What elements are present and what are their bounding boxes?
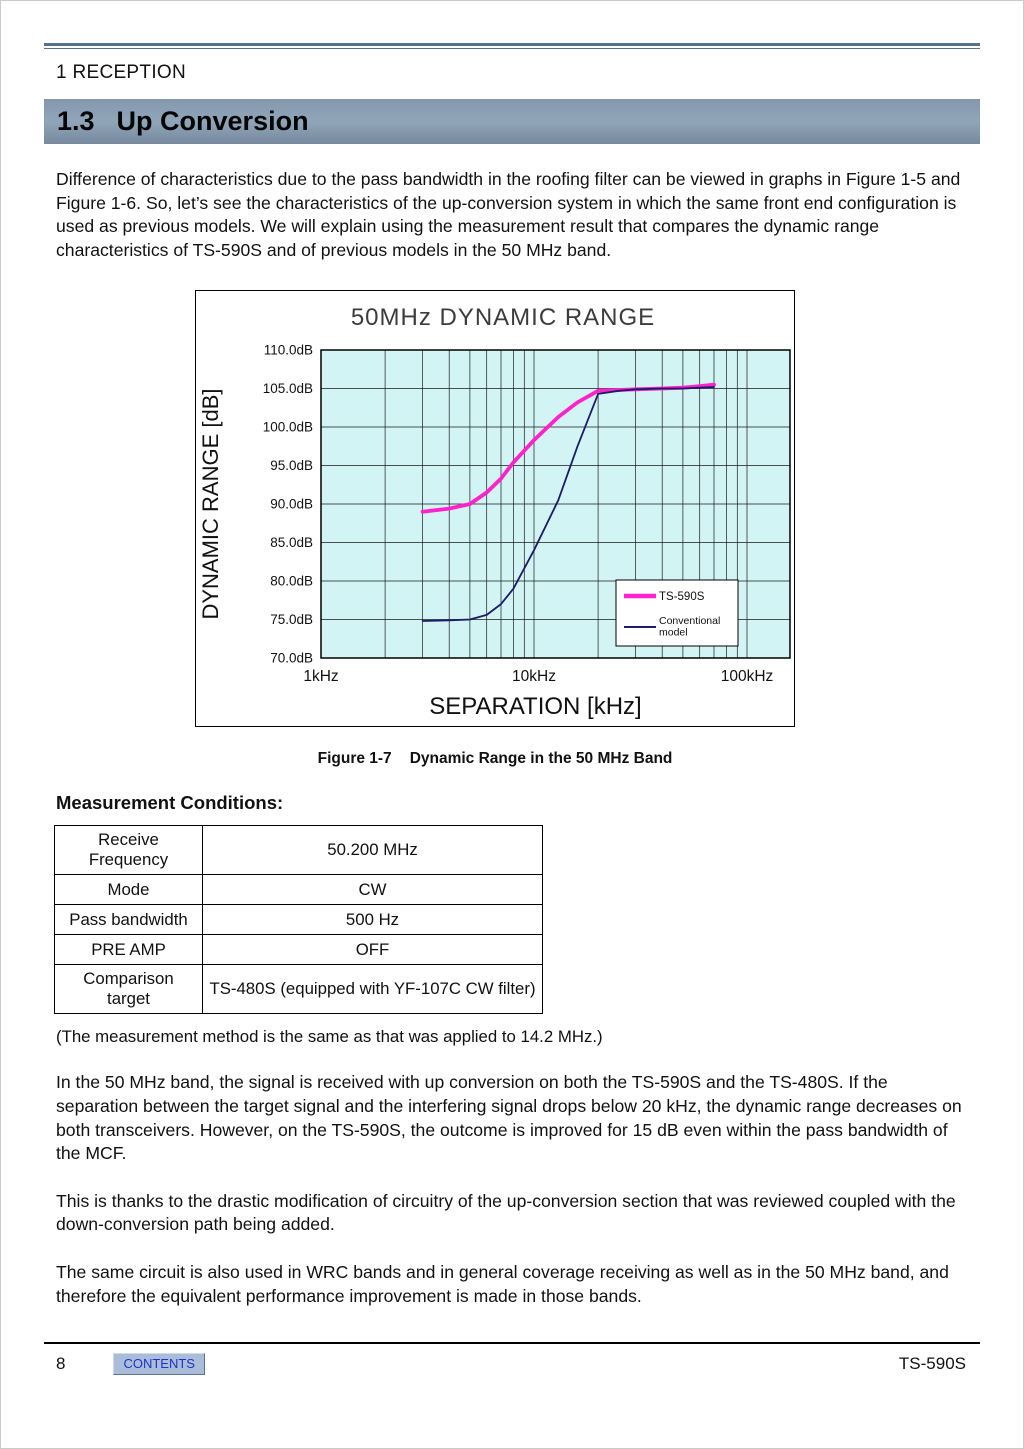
condition-label-cell: Mode xyxy=(55,875,203,905)
condition-value-cell: 500 Hz xyxy=(203,905,543,935)
measurement-conditions-heading: Measurement Conditions: xyxy=(56,792,284,814)
figure-caption-text: Dynamic Range in the 50 MHz Band xyxy=(409,750,673,768)
condition-value-cell: TS-480S (equipped with YF-107C CW filter) xyxy=(203,965,543,1014)
model-label: TS-590S xyxy=(898,1354,966,1373)
figure-caption-label: Figure 1-7 xyxy=(317,750,392,768)
svg-text:95.0dB: 95.0dB xyxy=(270,458,313,474)
svg-text:50MHz DYNAMIC RANGE: 50MHz DYNAMIC RANGE xyxy=(350,304,656,332)
svg-text:80.0dB: 80.0dB xyxy=(270,573,313,589)
svg-text:110.0dB: 110.0dB xyxy=(263,342,313,358)
svg-text:70.0dB: 70.0dB xyxy=(270,650,313,666)
svg-text:SEPARATION [kHz]: SEPARATION [kHz] xyxy=(429,693,642,721)
condition-label-cell: Comparison target xyxy=(55,965,203,1014)
svg-text:105.0dB: 105.0dB xyxy=(262,381,313,397)
svg-text:75.0dB: 75.0dB xyxy=(270,612,313,628)
svg-text:model: model xyxy=(659,626,688,639)
header-rule xyxy=(44,43,980,49)
body-paragraph: In the 50 MHz band, the signal is received with up conversion on both the TS-590S and the TS-480S. If the separation between the target signal and the interfering signal drops below 20 kHz, the dynamic range decreases on both transceivers. However, on the TS-590S, the outcome is improved for 15 dB even within the pass bandwidth of the MCF. xyxy=(56,1072,962,1164)
svg-text:TS-590S: TS-590S xyxy=(659,591,705,604)
body-paragraph: The same circuit is also used in WRC bands and in general coverage receiving as well as in the 50 MHz band, and therefore the equivalent performance improvement is made in those bands. xyxy=(56,1261,949,1306)
page-footer xyxy=(44,1342,980,1375)
condition-label-cell: Receive Frequency xyxy=(55,826,203,875)
svg-text:100.0dB: 100.0dB xyxy=(262,419,313,435)
svg-text:100kHz: 100kHz xyxy=(720,668,774,686)
chapter-header: 1 RECEPTION xyxy=(56,62,186,83)
table-row xyxy=(55,935,543,965)
body-paragraph: This is thanks to the drastic modification of circuitry of the up-conversion section that was reviewed coupled with the down-conversion path being added. xyxy=(56,1190,956,1235)
svg-text:Conventional: Conventional xyxy=(659,615,721,628)
figure-1-7-chart xyxy=(195,290,795,727)
table-row xyxy=(55,905,543,935)
page-number: 8 xyxy=(56,1354,66,1373)
section-banner xyxy=(44,99,980,144)
svg-text:85.0dB: 85.0dB xyxy=(270,535,313,551)
contents-button[interactable]: CONTENTS xyxy=(113,1353,205,1375)
condition-label-cell: PRE AMP xyxy=(55,935,203,965)
svg-text:DYNAMIC RANGE [dB]: DYNAMIC RANGE [dB] xyxy=(198,388,223,620)
measurement-conditions-table xyxy=(54,825,543,1014)
condition-label-cell: Pass bandwidth xyxy=(55,905,203,935)
svg-text:1kHz: 1kHz xyxy=(303,668,339,686)
intro-paragraph: Difference of characteristics due to the pass bandwidth in the roofing filter can be viewed in graphs in Figure 1-5 and Figure 1-6. So, let’s see the characteristics of the up-conversion system in which the same front end configuration is used as previous models. We will explain using the measurement result that compares the dynamic range characteristics of TS-590S and of previous models in the 50 MHz band. xyxy=(56,169,961,260)
table-row xyxy=(55,826,543,875)
table-row xyxy=(55,965,543,1014)
table-row xyxy=(55,875,543,905)
svg-text:90.0dB: 90.0dB xyxy=(270,496,313,512)
figure-caption xyxy=(195,750,795,768)
measurement-note: (The measurement method is the same as that was applied to 14.2 MHz.) xyxy=(56,1027,603,1047)
section-title: Up Conversion xyxy=(116,106,309,136)
section-number: 1.3 xyxy=(57,106,95,136)
condition-value-cell: 50.200 MHz xyxy=(203,826,543,875)
condition-value-cell: CW xyxy=(203,875,543,905)
condition-value-cell: OFF xyxy=(203,935,543,965)
svg-text:10kHz: 10kHz xyxy=(512,668,556,686)
